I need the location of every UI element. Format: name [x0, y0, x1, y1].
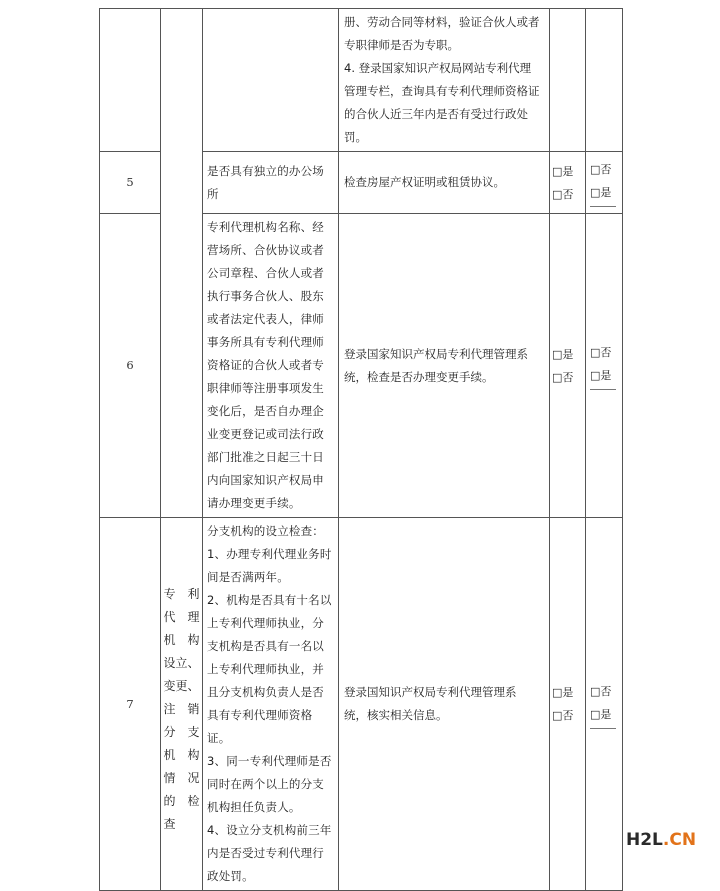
- method-line: 登录国知识产权局专利代理管理系: [344, 685, 517, 699]
- signature-line: [590, 728, 616, 729]
- item-line: 政处罚。: [207, 869, 254, 883]
- item-line: 或者法定代表人，律师: [207, 312, 324, 326]
- yes-checkbox[interactable]: □是: [552, 164, 574, 178]
- category-line: 代 理: [163, 609, 200, 624]
- item-cell: [203, 9, 339, 152]
- row-number: 5: [100, 152, 161, 214]
- watermark-left: H2L: [626, 830, 663, 850]
- yes-checkbox[interactable]: □是: [590, 369, 612, 382]
- method-cell: [339, 9, 550, 152]
- result-cell: [586, 518, 623, 891]
- check-cell: [550, 518, 586, 891]
- item-cell: [203, 518, 339, 891]
- item-line: 具有专利代理师资格: [207, 708, 313, 722]
- no-checkbox[interactable]: □否: [590, 346, 612, 359]
- item-line: 且分支机构负责人是否: [207, 685, 324, 699]
- method-line: 罚。: [344, 130, 367, 144]
- item-line: 3、同一专利代理师是否: [207, 754, 332, 768]
- item-line: 分支机构的设立检查：: [207, 524, 324, 538]
- item-line: 2、机构是否具有十名以: [207, 593, 332, 607]
- yes-checkbox[interactable]: □是: [552, 347, 574, 361]
- item-line: 职律师等注册事项发生: [207, 381, 324, 395]
- category-line: 分 支: [163, 724, 200, 739]
- method-line: 统，核实相关信息。: [344, 708, 448, 722]
- table-row: [100, 518, 623, 891]
- method-line: 统，检查是否办理变更手续。: [344, 369, 494, 384]
- check-cell: [550, 214, 586, 518]
- method-cell: [339, 152, 550, 214]
- item-line: 变化后，是否自办理企: [207, 404, 324, 418]
- row-number: [100, 9, 161, 152]
- no-checkbox[interactable]: □否: [552, 709, 574, 722]
- method-cell: [339, 214, 550, 518]
- item-line: 业变更登记或司法行政: [207, 427, 324, 441]
- item-line: 内向国家知识产权局申: [207, 473, 324, 487]
- table-row: [100, 9, 623, 152]
- category-line: 机 构: [163, 747, 200, 762]
- result-cell: [586, 214, 623, 518]
- item-line: 事务所具有专利代理师: [207, 335, 324, 349]
- item-cell: [203, 152, 339, 214]
- no-checkbox[interactable]: □否: [590, 163, 612, 176]
- category-line: 查: [163, 816, 176, 831]
- yes-checkbox[interactable]: □是: [590, 186, 612, 199]
- watermark-right: .CN: [662, 830, 697, 850]
- item-line: 上专利代理师执业，并: [207, 662, 324, 676]
- category-line: 情 况: [163, 770, 200, 785]
- method-cell: [339, 518, 550, 891]
- signature-line: [590, 206, 616, 207]
- category-line: 机 构: [163, 632, 200, 647]
- method-line: 册、劳动合同等材料，验证合伙人或者: [344, 15, 540, 29]
- item-line: 部门批准之日起三十日: [207, 450, 324, 464]
- result-cell: [586, 9, 623, 152]
- item-line: 所: [207, 186, 219, 201]
- method-line: 管理专栏，查询具有专利代理师资格证: [344, 84, 540, 98]
- category-line: 的 检: [163, 793, 200, 808]
- category-line: 设立、: [163, 655, 200, 670]
- method-line: 的合伙人近三年内是否有受过行政处: [344, 107, 528, 121]
- item-line: 上专利代理师执业，分: [207, 616, 324, 630]
- item-line: 营场所、合伙协议或者: [207, 243, 324, 257]
- category-line: 专 利: [163, 586, 200, 601]
- item-line: 支机构是否具有一名以: [207, 639, 324, 653]
- item-cell: [203, 214, 339, 518]
- item-line: 请办理变更手续。: [207, 496, 301, 510]
- watermark-logo: [626, 830, 696, 850]
- method-line: 检查房屋产权证明或租赁协议。: [344, 175, 505, 189]
- result-cell: [586, 152, 623, 214]
- item-line: 同时在两个以上的分支: [207, 777, 324, 791]
- item-line: 专利代理机构名称、经: [207, 220, 324, 234]
- item-line: 执行事务合伙人、股东: [207, 289, 324, 303]
- item-line: 资格证的合伙人或者专: [207, 358, 324, 372]
- no-checkbox[interactable]: □否: [552, 187, 574, 201]
- no-checkbox[interactable]: □否: [590, 684, 612, 698]
- item-line: 内是否受过专利代理行: [207, 846, 324, 860]
- yes-checkbox[interactable]: □是: [590, 707, 612, 721]
- inspection-table: [99, 8, 623, 891]
- check-cell: [550, 152, 586, 214]
- method-line: 登录国家知识产权局专利代理管理系: [344, 346, 528, 361]
- method-line: 专职律师是否为专职。: [344, 38, 459, 52]
- yes-checkbox[interactable]: □是: [552, 686, 574, 699]
- category-label: [164, 583, 200, 836]
- signature-line: [590, 389, 616, 390]
- item-line: 4、设立分支机构前三年: [207, 823, 332, 837]
- item-line: 1、办理专利代理业务时: [207, 547, 332, 561]
- row-number: 6: [100, 214, 161, 518]
- category-cell: [161, 518, 203, 891]
- category-line: 变更、: [163, 678, 200, 693]
- row-number: 7: [100, 518, 161, 891]
- item-line: 机构担任负责人。: [207, 800, 301, 814]
- item-line: 是否具有独立的办公场: [207, 163, 324, 178]
- item-line: 公司章程、合伙人或者: [207, 266, 324, 280]
- item-line: 间是否满两年。: [207, 570, 289, 584]
- item-line: 证。: [207, 731, 231, 745]
- category-cell: [161, 9, 203, 518]
- no-checkbox[interactable]: □否: [552, 370, 574, 384]
- method-line: 4. 登录国家知识产权局网站专利代理: [344, 61, 532, 75]
- category-line: 注 销: [163, 701, 200, 716]
- check-cell: [550, 9, 586, 152]
